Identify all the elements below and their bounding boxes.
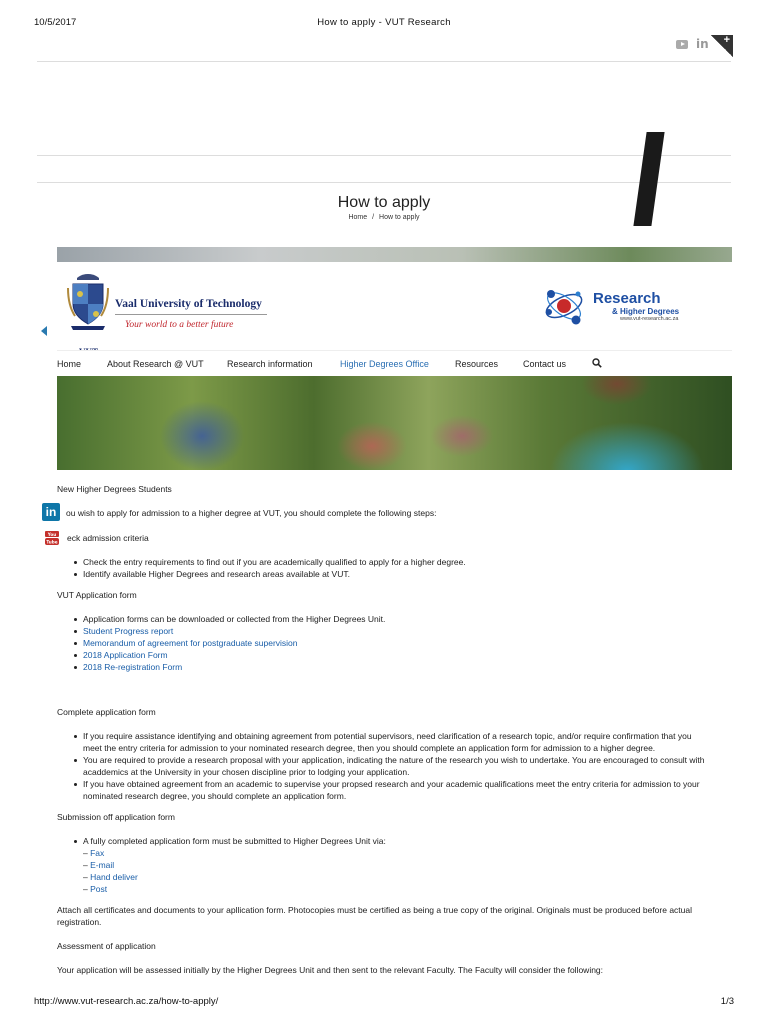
university-tagline: Your world to a better future xyxy=(125,320,234,330)
slider-prev-arrow-icon[interactable] xyxy=(41,326,47,336)
divider xyxy=(37,155,731,156)
research-atom-icon[interactable] xyxy=(542,282,590,330)
breadcrumb-current: How to apply xyxy=(379,214,420,221)
post-link[interactable]: Post xyxy=(90,884,108,894)
research-logo-title: Research xyxy=(593,290,661,307)
hand-deliver-link[interactable]: Hand deliver xyxy=(90,872,138,882)
submission-method-fax: – Fax xyxy=(83,848,105,858)
nav-research-information[interactable]: Research information xyxy=(227,359,313,369)
youtube-tube-text: Tube xyxy=(46,539,58,545)
check-criteria-heading: eck admission criteria xyxy=(67,533,149,543)
youtube-icon[interactable] xyxy=(676,40,688,49)
search-icon[interactable] xyxy=(592,358,602,368)
list-item: If you have obtained agreement from an academic to supervise your propsed research and your academic qualifications meet the entry criteria for admission to your xyxy=(83,779,700,789)
list-item: You are required to provide a research proposal with your application, indicating the nature of the research you wish to undertake. You are encouraged to consult with xyxy=(83,755,705,765)
list-item-continued: nominated research degree, you should complete an application form. xyxy=(83,791,347,801)
list-item: A fully completed application form must be submitted to Higher Degrees Unit via: xyxy=(83,836,386,846)
complete-form-heading: Complete application form xyxy=(57,707,156,717)
list-item-continued: meet the entry criteria for admission to your nominated research degree, then you should complete an application form for admission to a higher degree. xyxy=(83,743,656,753)
list-item: Application forms can be downloaded or collected from the Higher Degrees Unit. xyxy=(83,614,386,624)
list-item: If you require assistance identifying and obtaining agreement from potential supervisors, need clarification of a research topic, and/or require confirmation that you xyxy=(83,731,692,741)
intro-text: ou wish to apply for admission to a higher degree at VUT, you should complete the following steps: xyxy=(66,508,437,518)
reregistration-form-2018-link[interactable]: 2018 Re-registration Form xyxy=(83,662,183,672)
research-logo-url: www.vut-research.ac.za xyxy=(620,316,679,322)
research-logo-subtitle: & Higher Degrees xyxy=(612,307,680,316)
assessment-heading: Assessment of application xyxy=(57,941,156,951)
nav-about-research[interactable]: About Research @ VUT xyxy=(107,359,204,369)
logo-underline xyxy=(115,314,267,315)
list-item-continued: acaddemics at the University in your chosen discipline prior to lodging your application. xyxy=(83,767,410,777)
list-item: Check the entry requirements to find out if you are academically qualified to apply for a higher degree. xyxy=(83,557,466,567)
linkedin-share-icon[interactable]: in xyxy=(42,503,60,521)
submission-method-hand-deliver: – Hand deliver xyxy=(83,872,138,882)
nav-higher-degrees-office[interactable]: Higher Degrees Office xyxy=(340,359,429,369)
print-page-number: 1/3 xyxy=(720,996,734,1007)
site-header-frame xyxy=(57,247,732,470)
plus-icon: + xyxy=(723,34,730,46)
print-url: http://www.vut-research.ac.za/how-to-apply/ xyxy=(34,996,219,1007)
header-photo-strip xyxy=(57,247,732,262)
nav-home[interactable]: Home xyxy=(57,359,82,369)
vut-crest-icon[interactable] xyxy=(65,270,111,342)
university-name[interactable]: Vaal University of Technology xyxy=(115,298,262,310)
hero-banner-image xyxy=(57,376,732,470)
linkedin-icon[interactable]: in xyxy=(696,37,709,51)
memorandum-link[interactable]: Memorandum of agreement for postgraduate supervision xyxy=(83,638,298,648)
divider xyxy=(37,61,731,62)
assessment-text: Your application will be assessed initially by the Higher Degrees Unit and then sent to the relevant Faculty. The Faculty will consider the following: xyxy=(57,965,604,975)
divider xyxy=(37,182,731,183)
page-title: How to apply xyxy=(337,194,431,211)
submission-method-email: – E-mail xyxy=(83,860,115,870)
submission-heading: Submission off application form xyxy=(57,812,175,822)
application-form-heading: VUT Application form xyxy=(57,590,137,600)
youtube-share-icon[interactable] xyxy=(44,530,60,546)
corner-toggle-button[interactable] xyxy=(711,35,733,57)
attach-text: Attach all certificates and documents to your apllication form. Photocopies must be certified as being a true copy of the original. Originals must be produced before actual xyxy=(57,905,693,915)
heading-new-students: New Higher Degrees Students xyxy=(57,484,172,494)
email-link[interactable]: E-mail xyxy=(90,860,115,870)
breadcrumb-separator: / xyxy=(372,214,375,221)
list-item: Identify available Higher Degrees and research areas available at VUT. xyxy=(83,569,350,579)
student-progress-report-link[interactable]: Student Progress report xyxy=(83,626,174,636)
nav-resources[interactable]: Resources xyxy=(455,359,499,369)
print-date: 10/5/2017 xyxy=(34,17,77,28)
main-nav xyxy=(57,350,732,376)
top-social-links xyxy=(676,37,709,51)
print-title: How to apply - VUT Research xyxy=(317,17,451,28)
submission-method-post: – Post xyxy=(83,884,108,894)
attach-text-continued: registration. xyxy=(57,917,102,927)
application-form-2018-link[interactable]: 2018 Application Form xyxy=(83,650,168,660)
breadcrumb-home[interactable]: Home xyxy=(348,214,368,221)
site-header xyxy=(57,262,732,350)
fax-link[interactable]: Fax xyxy=(90,848,105,858)
nav-contact-us[interactable]: Contact us xyxy=(523,359,567,369)
youtube-you-text: You xyxy=(47,532,57,537)
